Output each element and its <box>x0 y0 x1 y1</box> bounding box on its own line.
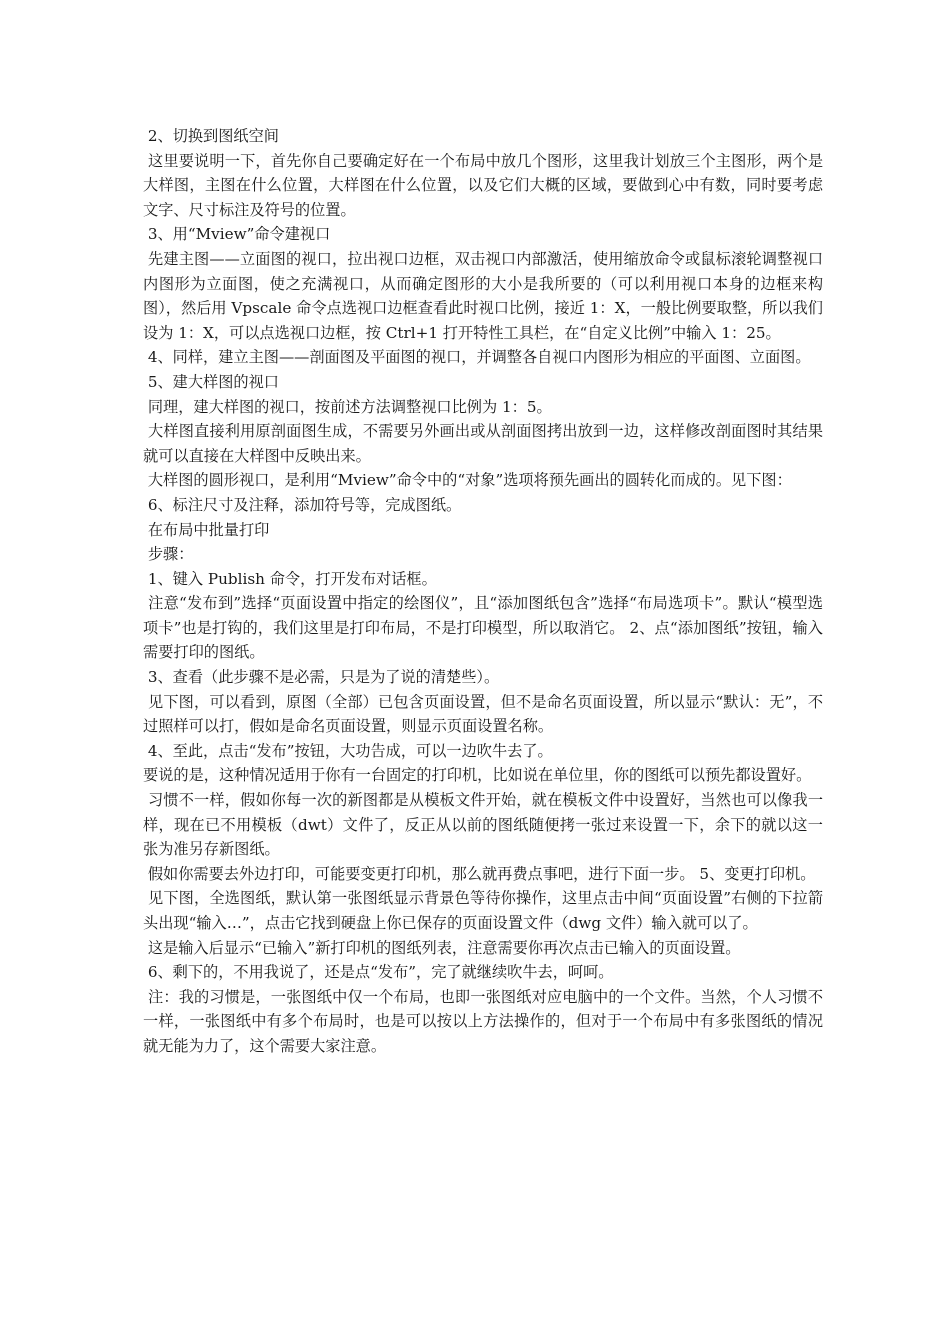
paragraph-template-habits: 习惯不一样，假如你每一次的新图都是从模板文件开始，就在模板文件中设置好，当然也可以像我一样，现在已不用模板（dwt）文件了，反正从以前的图纸随便拷一张过来设置一下，余下的就以这一张为准另存新图纸。 <box>143 791 824 859</box>
paragraph-detail-scale: 同理，建大样图的视口，按前述方法调整视口比例为 1：5。 <box>143 397 552 416</box>
paragraph-closing-note: 注：我的习惯是，一张图纸中仅一个布局，也即一张图纸对应电脑中的一个文件。当然，个人习惯不一样，一张图纸中有多个布局时，也是可以按以上方法操作的，但对于一个布局中有多张图纸的情况就无能为力了，这个需要大家注意。 <box>143 987 824 1055</box>
paragraph-circular-viewport: 大样图的圆形视口，是利用“Mview”命令中的“对象”选项将预先画出的圆转化而成的。见下图： <box>143 471 792 490</box>
paragraph-main-view-setup: 先建主图——立面图的视口，拉出视口边框，双击视口内部激活，使用缩放命令或鼠标滚轮调整视口内图形为立面图，使之充满视口，从而确定图形的大小是我所要的（可以利用视口本身的边框来构图），然后用 Vpscale 命令点选视口边框查看此时视口比例，接近 1：X，一般比例要取整，所以我们设为 1：X，可以点选视口边框，按 Ctrl+1 打开特性工具栏，在“自定义比例”中输入 1：25。 <box>143 249 824 342</box>
paragraph-annotate: 6、标注尺寸及注释，添加符号等，完成图纸。 <box>143 495 462 514</box>
paragraph-step-review: 3、查看（此步骤不是必需，只是为了说的清楚些）。 <box>143 668 500 687</box>
paragraph-import-page-setup: 见下图，全选图纸，默认第一张图纸显示背景色等待你操作，这里点击中间“页面设置”右侧的下拉箭头出现“输入…”，点击它找到硬盘上你已保存的页面设置文件（dwg 文件）输入就可以了。 <box>143 889 824 932</box>
paragraph-step-publish-done: 4、至此，点击“发布”按钮，大功告成，可以一边吹牛去了。 <box>143 741 553 760</box>
paragraph-step-publish: 1、键入 Publish 命令，打开发布对话框。 <box>143 569 437 588</box>
paragraph-change-printer: 假如你需要去外边打印，可能要变更打印机，那么就再费点事吧，进行下面一步。 5、变更打印机。 <box>143 864 816 883</box>
paragraph-fixed-printer-note: 要说的是，这种情况适用于你有一台固定的打印机，比如说在单位里，你的图纸可以预先都设置好。 <box>143 766 812 785</box>
paragraph-imported-list: 这是输入后显示“已输入”新打印机的图纸列表，注意需要你再次点击已输入的页面设置。 <box>143 938 741 957</box>
paragraph-detail-from-section: 大样图直接利用原剖面图生成，不需要另外画出或从剖面图拷出放到一边，这样修改剖面图时其结果就可以直接在大样图中反映出来。 <box>143 422 824 465</box>
paragraph-final-publish: 6、剩下的，不用我说了，还是点“发布”，完了就继续吹牛去，呵呵。 <box>143 963 614 982</box>
paragraph-layout-planning: 这里要说明一下，首先你自己要确定好在一个布局中放几个图形，这里我计划放三个主图形，两个是大样图，主图在什么位置，大样图在什么位置，以及它们大概的区域，要做到心中有数，同时要考虑文字、尺寸标注及符号的位置。 <box>143 151 824 219</box>
document-body <box>143 124 823 1059</box>
paragraph-page-setup-info: 见下图，可以看到，原图（全部）已包含页面设置，但不是命名页面设置，所以显示“默认：无”，不过照样可以打，假如是命名页面设置，则显示页面设置名称。 <box>143 692 824 736</box>
paragraph-steps-label: 步骤： <box>143 545 194 564</box>
paragraph-heading-batch-print: 在布局中批量打印 <box>143 520 270 539</box>
paragraph-other-main-views: 4、同样，建立主图——剖面图及平面图的视口，并调整各自视口内图形为相应的平面图、立面图。 <box>143 348 811 367</box>
paragraph-heading-switch-paper-space: 2、切换到图纸空间 <box>143 127 279 145</box>
paragraph-heading-detail-viewport: 5、建大样图的视口 <box>143 372 279 391</box>
paragraph-heading-mview: 3、用“Mview”命令建视口 <box>143 225 331 244</box>
paragraph-publish-notes: 注意“发布到”选择“页面设置中指定的绘图仪”，且“添加图纸包含”选择“布局选项卡”。默认“模型选项卡”也是打钩的，我们这里是打印布局，不是打印模型，所以取消它。 2、点“添加图纸”按钮，输入需要打印的图纸。 <box>143 594 823 662</box>
